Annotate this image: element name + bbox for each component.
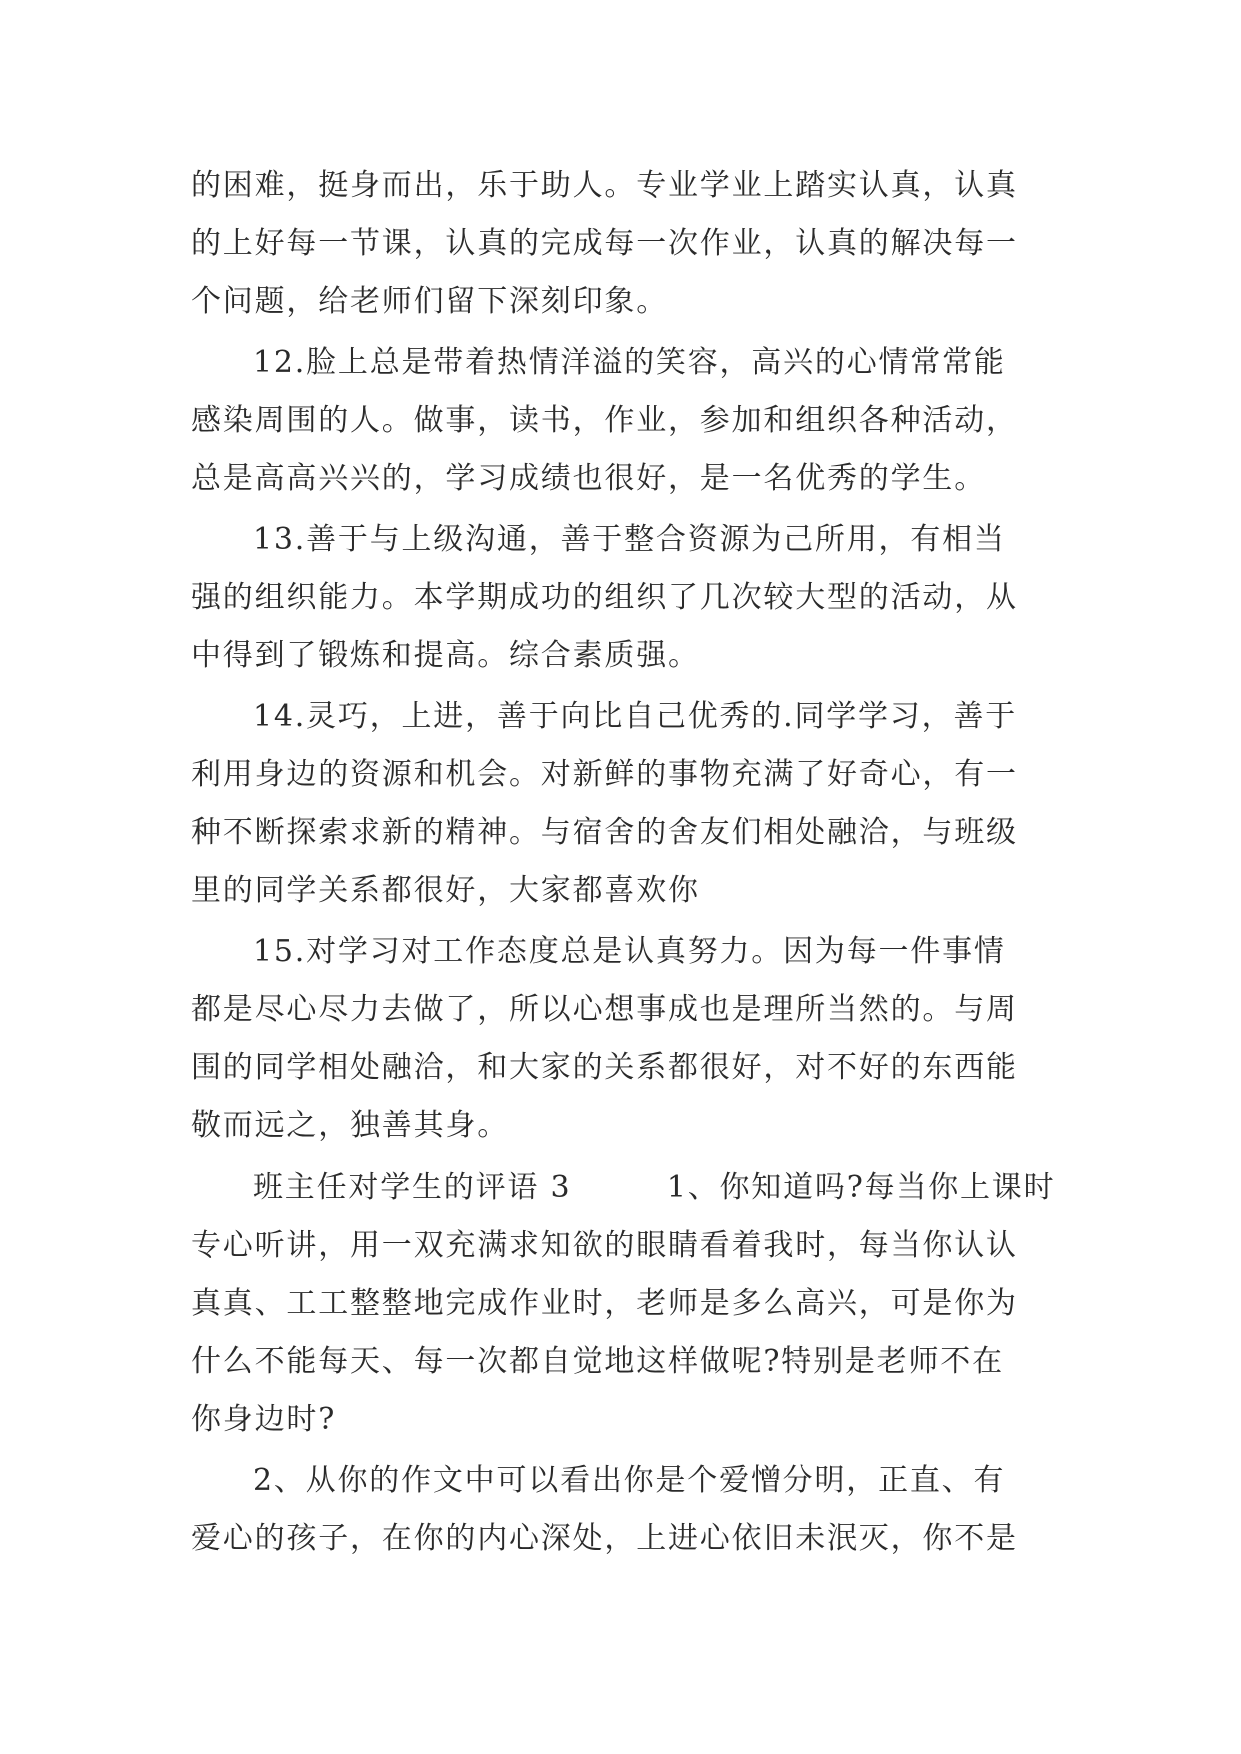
text-line: 围的同学相处融洽，和大家的关系都很好，对不好的东西能 xyxy=(191,1050,1018,1085)
text-line: 敬而远之，独善其身。 xyxy=(191,1108,509,1143)
text-line: 强的组织能力。本学期成功的组织了几次较大型的活动，从 xyxy=(191,580,1018,615)
text-line: 种不断探索求新的精神。与宿舍的舍友们相处融洽，与班级 xyxy=(191,815,1018,850)
text-line: 都是尽心尽力去做了，所以心想事成也是理所当然的。与周 xyxy=(191,992,1018,1027)
paragraph-14-start: 14.灵巧，上进，善于向比自己优秀的.同学学习，善于 xyxy=(253,699,1018,734)
paragraph-13-start: 13.善于与上级沟通，善于整合资源为己所用，有相当 xyxy=(253,522,1006,557)
text-line: 爱心的孩子，在你的内心深处，上进心依旧未泯灭，你不是 xyxy=(191,1521,1018,1556)
text-line: 感染周围的人。做事，读书，作业，参加和组织各种活动， xyxy=(191,403,1018,438)
text-line: 的困难，挺身而出，乐于助人。专业学业上踏实认真，认真 xyxy=(191,168,1018,203)
text-line: 利用身边的资源和机会。对新鲜的事物充满了好奇心，有一 xyxy=(191,757,1018,792)
text-line: 什么不能每天、每一次都自觉地这样做呢?特别是老师不在 xyxy=(191,1344,1004,1379)
text-line: 总是高高兴兴的，学习成绩也很好，是一名优秀的学生。 xyxy=(191,461,986,496)
section-heading-line: 班主任对学生的评语 3 1、你知道吗?每当你上课时 xyxy=(253,1170,1056,1205)
paragraph-12-start: 12.脸上总是带着热情洋溢的笑容，高兴的心情常常能 xyxy=(253,345,1006,380)
paragraph-15-start: 15.对学习对工作态度总是认真努力。因为每一件事情 xyxy=(253,934,1006,969)
text-line: 个问题，给老师们留下深刻印象。 xyxy=(191,284,668,319)
text-line: 你身边时? xyxy=(191,1402,337,1437)
paragraph-2-start: 2、从你的作文中可以看出你是个爱憎分明，正直、有 xyxy=(253,1463,1006,1498)
text-line: 里的同学关系都很好，大家都喜欢你 xyxy=(191,873,700,908)
text-line: 的上好每一节课，认真的完成每一次作业，认真的解决每一 xyxy=(191,226,1018,261)
text-line: 真真、工工整整地完成作业时，老师是多么高兴，可是你为 xyxy=(191,1286,1018,1321)
text-line: 专心听讲，用一双充满求知欲的眼睛看着我时，每当你认认 xyxy=(191,1228,1018,1263)
text-line: 中得到了锻炼和提高。综合素质强。 xyxy=(191,638,700,673)
